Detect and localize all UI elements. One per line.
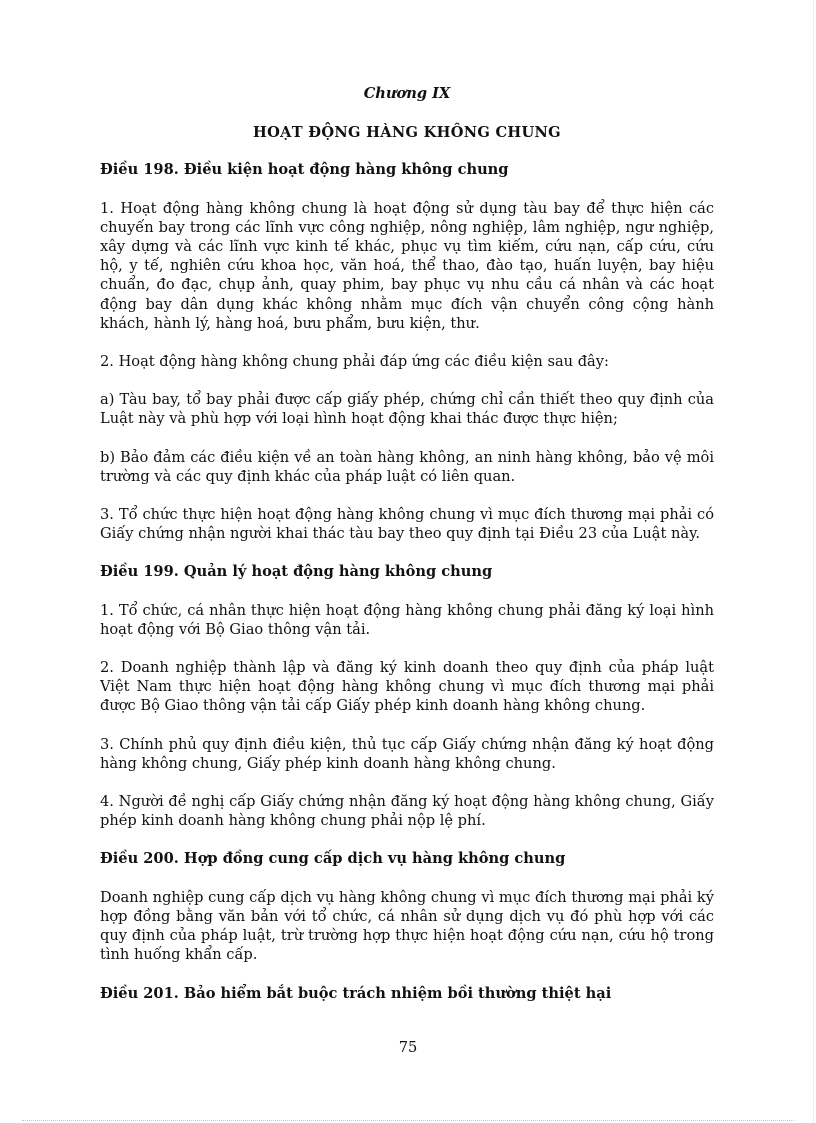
paragraph: 1. Hoạt động hàng không chung là hoạt động sử dụng tàu bay để thực hiện các chuyến bay trong các lĩnh vực công nghiệp, nông nghiệp, lâm nghiệp, ngư nghiệp, xây dựng và các lĩnh vực kinh tế khác, phục vụ tìm kiếm, cứu nạn, cấp cứu, cứu hộ, y tế, nghiên cứu khoa học, văn hoá, thể thao, đào tạo, huấn luyện, bay hiệu chuẩn, đo đạc, chụp ảnh, quay phim, bay phục vụ nhu cầu cá nhân và các hoạt động bay dân dụng khác không nhằm mục đích vận chuyển công cộng hành khách, hành lý, hàng hoá, bưu phẩm, bưu kiện, thư. (100, 199, 714, 332)
article-heading: Điều 198. Điều kiện hoạt động hàng không chung (100, 161, 509, 179)
article-heading: Điều 199. Quản lý hoạt động hàng không chung (100, 563, 493, 581)
paragraph: a) Tàu bay, tổ bay phải được cấp giấy phép, chứng chỉ cần thiết theo quy định của Luật này và phù hợp với loại hình hoạt động khai thác được thực hiện; (100, 391, 714, 428)
article-heading: Điều 201. Bảo hiểm bắt buộc trách nhiệm bồi thường thiệt hại (100, 984, 612, 1002)
article-heading: Điều 200. Hợp đồng cung cấp dịch vụ hàng không chung (100, 850, 566, 868)
article-201 (100, 984, 714, 1003)
article-199 (100, 562, 714, 830)
article-200 (100, 849, 714, 964)
document-page (100, 84, 714, 1022)
paragraph: 2. Doanh nghiệp thành lập và đăng ký kinh doanh theo quy định của pháp luật Việt Nam thực hiện hoạt động hàng không chung vì mục đích thương mại phải được Bộ Giao thông vận tải cấp Giấy phép kinh doanh hàng không chung. (100, 659, 714, 715)
paragraph: 4. Người đề nghị cấp Giấy chứng nhận đăng ký hoạt động hàng không chung, Giấy phép kinh doanh hàng không chung phải nộp lệ phí. (100, 793, 714, 830)
paragraph: b) Bảo đảm các điều kiện về an toàn hàng không, an ninh hàng không, bảo vệ môi trường và các quy định khác của pháp luật có liên quan. (100, 448, 714, 485)
chapter-label: Chương IX (363, 85, 451, 102)
paragraph: Doanh nghiệp cung cấp dịch vụ hàng không chung vì mục đích thương mại phải ký hợp đồng bằng văn bản với tổ chức, cá nhân sử dụng dịch vụ đó phù hợp với các quy định của pháp luật, trừ trường hợp thực hiện hoạt động cứu nạn, cứu hộ trong tình huống khẩn cấp. (100, 888, 714, 964)
page-bottom-divider (22, 1120, 794, 1121)
paragraph: 1. Tổ chức, cá nhân thực hiện hoạt động hàng không chung phải đăng ký loại hình hoạt động với Bộ Giao thông vận tải. (100, 601, 714, 638)
page-number: 75 (398, 1039, 418, 1056)
article-198 (100, 160, 714, 543)
paragraph: 3. Chính phủ quy định điều kiện, thủ tục cấp Giấy chứng nhận đăng ký hoạt động hàng không chung, Giấy phép kinh doanh hàng không chung. (100, 735, 714, 772)
paragraph: 3. Tổ chức thực hiện hoạt động hàng không chung vì mục đích thương mại phải có Giấy chứng nhận người khai thác tàu bay theo quy định tại Điều 23 của Luật này. (100, 506, 714, 543)
chapter-title: HOẠT ĐỘNG HÀNG KHÔNG CHUNG (253, 124, 561, 142)
page-right-divider (813, 0, 814, 1123)
paragraph: 2. Hoạt động hàng không chung phải đáp ứng các điều kiện sau đây: (100, 353, 609, 371)
